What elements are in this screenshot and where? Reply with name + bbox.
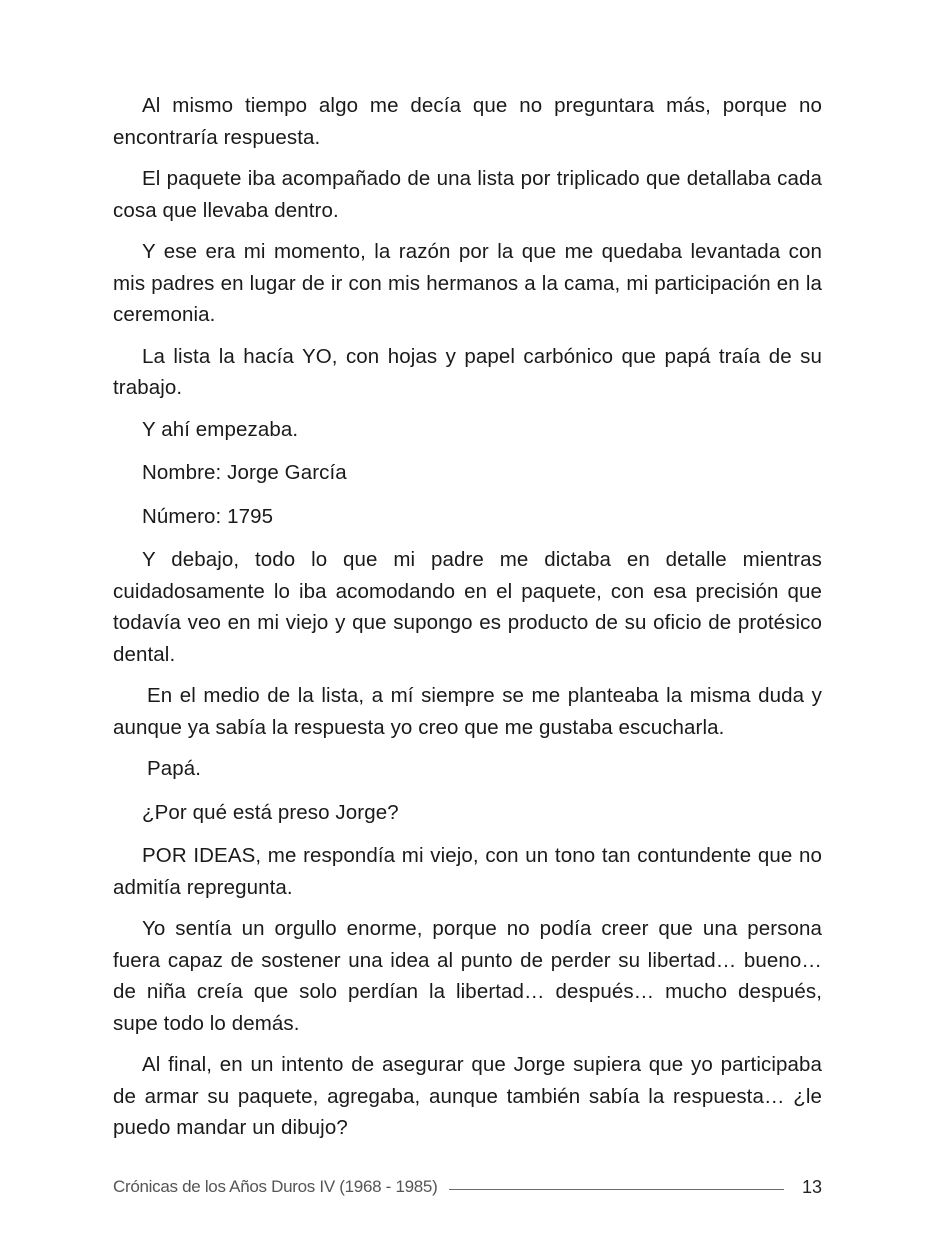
page-number: 13 (801, 1176, 822, 1197)
paragraph: Nombre: Jorge García (142, 461, 347, 484)
paragraph: El paquete iba acompañado de una lista por triplicado que detallaba cada cosa que llevaba dentro. (113, 167, 822, 222)
paragraph: Y ese era mi momento, la razón por la que me quedaba levantada con mis padres en lugar de ir con mis hermanos a la cama, mi participación en la ceremonia. (113, 240, 822, 326)
paragraph: Papá. (147, 757, 202, 780)
paragraph: Número: 1795 (142, 504, 274, 528)
paragraph: Y ahí empezaba. (142, 417, 299, 441)
footer-book-title: Crónicas de los Años Duros IV (1968 - 1985) (113, 1177, 438, 1196)
paragraph: ¿Por qué está preso Jorge? (142, 800, 399, 824)
paragraph: Y debajo, todo lo que mi padre me dictaba en detalle mientras cuidadosamente lo iba acomodando en el paquete, con esa precisión que todavía veo en mi viejo y que supongo es producto de su oficio de protésico dental. (113, 548, 822, 666)
paragraph: Yo sentía un orgullo enorme, porque no podía creer que una persona fuera capaz de sostener una idea al punto de perder su libertad… bueno… de niña creía que solo perdían la libertad… después… mucho después, supe todo lo demás. (113, 917, 822, 1035)
footer-rule (449, 1189, 784, 1190)
paragraph: Al final, en un intento de asegurar que Jorge supiera que yo participaba de armar su paquete, agregaba, aunque también sabía la respuesta… ¿le puedo mandar un dibujo? (113, 1053, 822, 1139)
paragraph: POR IDEAS, me respondía mi viejo, con un tono tan contundente que no admitía repregunta. (113, 844, 822, 899)
paragraph: La lista la hacía YO, con hojas y papel carbónico que papá traía de su trabajo. (113, 344, 822, 399)
paragraph: En el medio de la lista, a mí siempre se me planteaba la misma duda y aunque ya sabía la respuesta yo creo que me gustaba escucharla. (113, 684, 822, 739)
page-footer (113, 1174, 822, 1200)
paragraph: Al mismo tiempo algo me decía que no preguntara más, porque no encontraría respuesta. (113, 94, 822, 149)
body-text (113, 90, 822, 1154)
